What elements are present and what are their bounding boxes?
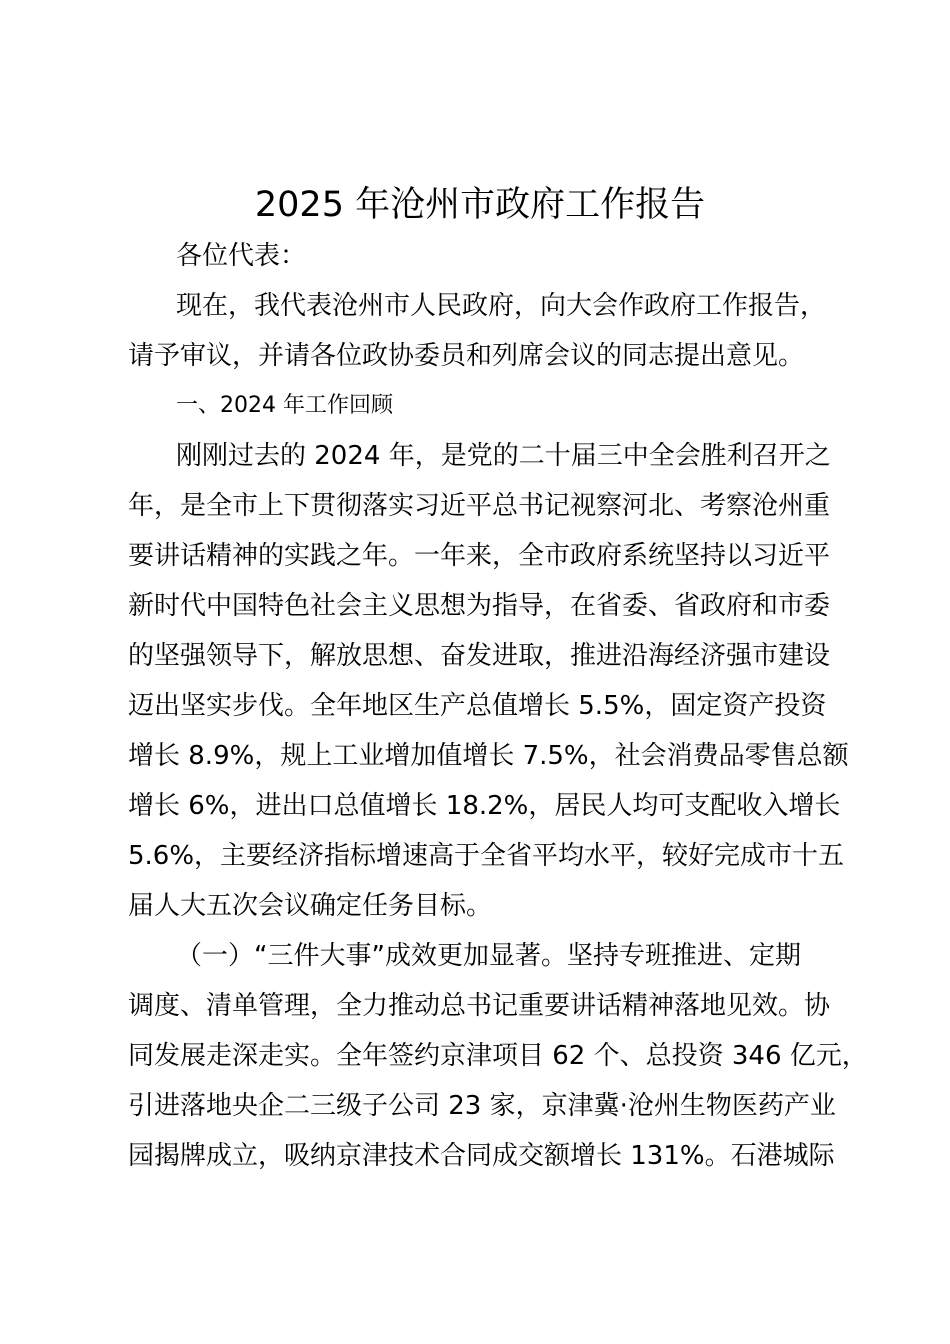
paragraph-line: 刚刚过去的 2024 年，是党的二十届三中全会胜利召开之 (176, 441, 831, 471)
paragraph-line: 的坚强领导下，解放思想、奋发进取，推进沿海经济强市建设 (128, 641, 831, 671)
paragraph-line: 同发展走深走实。全年签约京津项目 62 个、总投资 346 亿元， (128, 1041, 868, 1071)
paragraph-line: 增长 8.9%，规上工业增加值增长 7.5%，社会消费品零售总额 (128, 741, 849, 771)
paragraph-line: 5.6%，主要经济指标增速高于全省平均水平，较好完成市十五 (128, 841, 845, 871)
paragraph-line: 调度、清单管理，全力推动总书记重要讲话精神落地见效。协 (128, 991, 831, 1021)
paragraph-line: 现在，我代表沧州市人民政府，向大会作政府工作报告， (176, 291, 827, 321)
section-heading: 一、2024 年工作回顾 (176, 393, 393, 418)
paragraph-line: 要讲话精神的实践之年。一年来，全市政府系统坚持以习近平 (128, 541, 831, 571)
salutation: 各位代表： (176, 241, 307, 271)
paragraph-line: 引进落地央企二三级子公司 23 家，京津冀·沧州生物医药产业 (128, 1091, 836, 1121)
paragraph-line: 年，是全市上下贯彻落实习近平总书记视察河北、考察沧州重 (128, 491, 831, 521)
document-title: 2025 年沧州市政府工作报告 (254, 185, 706, 225)
paragraph-line: 园揭牌成立，吸纳京津技术合同成交额增长 131%。石港城际 (128, 1141, 835, 1171)
subsection-paragraph-line: （一）“三件大事”成效更加显著。坚持专班推进、定期 (176, 941, 801, 971)
paragraph-line: 增长 6%，进出口总值增长 18.2%，居民人均可支配收入增长 (128, 791, 841, 821)
paragraph-line: 新时代中国特色社会主义思想为指导，在省委、省政府和市委 (128, 591, 831, 621)
paragraph-line: 迈出坚实步伐。全年地区生产总值增长 5.5%，固定资产投资 (128, 691, 827, 721)
paragraph-line: 届人大五次会议确定任务目标。 (128, 891, 493, 921)
paragraph-line: 请予审议，并请各位政协委员和列席会议的同志提出意见。 (128, 341, 805, 371)
